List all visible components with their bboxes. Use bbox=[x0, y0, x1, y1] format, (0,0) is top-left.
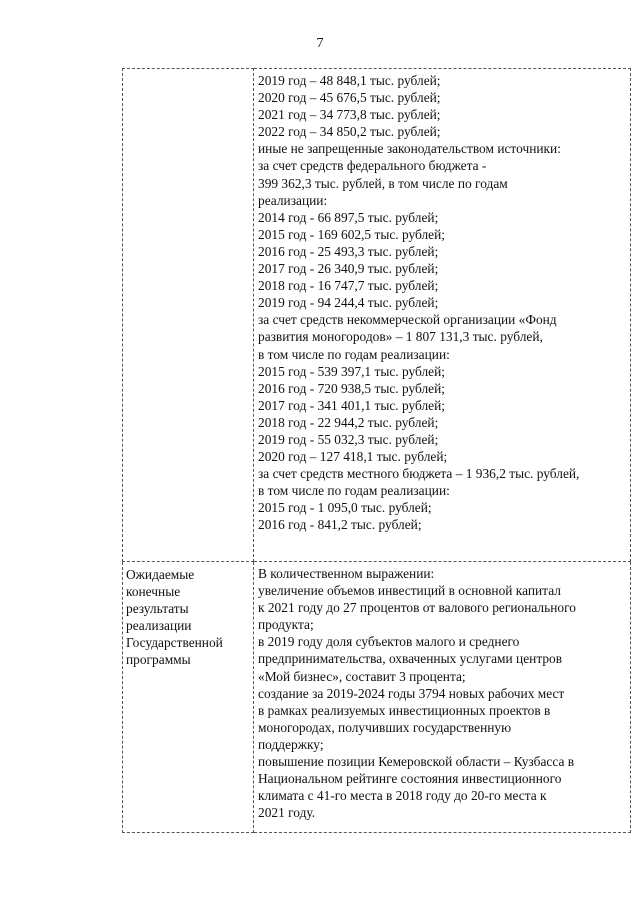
text-line: реализации: bbox=[258, 192, 328, 208]
text-line: 2017 год - 341 401,1 тыс. рублей; bbox=[258, 397, 445, 413]
label-line: программы bbox=[126, 652, 191, 668]
row-content-cell bbox=[254, 562, 631, 833]
text-line: климата с 41-го места в 2018 году до 20-го места к bbox=[258, 788, 547, 804]
text-line: 2019 год - 55 032,3 тыс. рублей; bbox=[258, 431, 439, 447]
label-line: реализации bbox=[126, 618, 192, 634]
table-row bbox=[123, 562, 631, 833]
text-line: в том числе по годам реализации: bbox=[258, 346, 450, 362]
text-line: в 2019 году доля субъектов малого и среднего bbox=[258, 634, 520, 650]
text-line: 2016 год - 25 493,3 тыс. рублей; bbox=[258, 243, 439, 259]
text-line: за счет средств некоммерческой организации «Фонд bbox=[258, 312, 557, 328]
text-line: 2020 год – 127 418,1 тыс. рублей; bbox=[258, 449, 448, 465]
text-line: 2022 год – 34 850,2 тыс. рублей; bbox=[258, 124, 441, 140]
text-line: иные не запрещенные законодательством источники: bbox=[258, 141, 561, 157]
text-line: создание за 2019-2024 годы 3794 новых рабочих мест bbox=[258, 685, 565, 701]
text-line: моногородах, получивших государственную bbox=[258, 719, 512, 735]
text-line: поддержку; bbox=[258, 736, 324, 752]
text-line: предпринимательства, охваченных услугами центров bbox=[258, 651, 563, 667]
text-line: 2021 году. bbox=[258, 805, 316, 821]
row-label-cell bbox=[123, 562, 254, 833]
text-line: к 2021 году до 27 процентов от валового регионального bbox=[258, 600, 576, 616]
label-line: результаты bbox=[126, 601, 189, 617]
text-line: 2018 год - 16 747,7 тыс. рублей; bbox=[258, 278, 439, 294]
text-line: увеличение объемов инвестиций в основной капитал bbox=[258, 583, 561, 599]
text-line: в том числе по годам реализации: bbox=[258, 483, 450, 499]
text-line: 2021 год – 34 773,8 тыс. рублей; bbox=[258, 107, 441, 123]
text-line: продукта; bbox=[258, 617, 314, 633]
text-line: 2015 год - 539 397,1 тыс. рублей; bbox=[258, 363, 445, 379]
text-line: развития моногородов» – 1 807 131,3 тыс. рублей, bbox=[258, 329, 543, 345]
label-line: конечные bbox=[126, 584, 181, 600]
program-passport-table bbox=[122, 68, 631, 833]
text-line: в рамках реализуемых инвестиционных проектов в bbox=[258, 702, 551, 718]
row-content-cell bbox=[254, 69, 631, 562]
funding-text bbox=[254, 69, 630, 534]
text-line: за счет средств федерального бюджета - bbox=[258, 158, 487, 174]
page-number: 7 bbox=[316, 36, 324, 51]
text-line: В количественном выражении: bbox=[258, 566, 435, 581]
text-line: Национальном рейтинге состояния инвестиционного bbox=[258, 771, 562, 787]
row-label-cell bbox=[123, 69, 254, 562]
text-line: 2014 год - 66 897,5 тыс. рублей; bbox=[258, 209, 439, 225]
text-line: 2017 год - 26 340,9 тыс. рублей; bbox=[258, 261, 439, 277]
expected-results-text bbox=[254, 562, 630, 821]
text-line: 2015 год - 1 095,0 тыс. рублей; bbox=[258, 500, 432, 516]
text-line: 2019 год – 48 848,1 тыс. рублей; bbox=[258, 73, 441, 88]
text-line: 2020 год – 45 676,5 тыс. рублей; bbox=[258, 90, 441, 106]
label-line: Ожидаемые bbox=[126, 567, 195, 582]
text-line: 2019 год - 94 244,4 тыс. рублей; bbox=[258, 295, 439, 311]
label-line: Государственной bbox=[126, 635, 223, 651]
text-line: «Мой бизнес», составит 3 процента; bbox=[258, 668, 466, 684]
expected-results-label bbox=[123, 562, 253, 669]
text-line: 2016 год - 720 938,5 тыс. рублей; bbox=[258, 380, 445, 396]
text-line: повышение позиции Кемеровской области – Кузбасса в bbox=[258, 754, 575, 770]
text-line: 2015 год - 169 602,5 тыс. рублей; bbox=[258, 226, 445, 242]
text-line: 2018 год - 22 944,2 тыс. рублей; bbox=[258, 414, 439, 430]
text-line: за счет средств местного бюджета – 1 936,2 тыс. рублей, bbox=[258, 466, 580, 482]
text-line: 399 362,3 тыс. рублей, в том числе по годам bbox=[258, 175, 508, 191]
text-line: 2016 год - 841,2 тыс. рублей; bbox=[258, 517, 422, 533]
table-row bbox=[123, 69, 631, 562]
